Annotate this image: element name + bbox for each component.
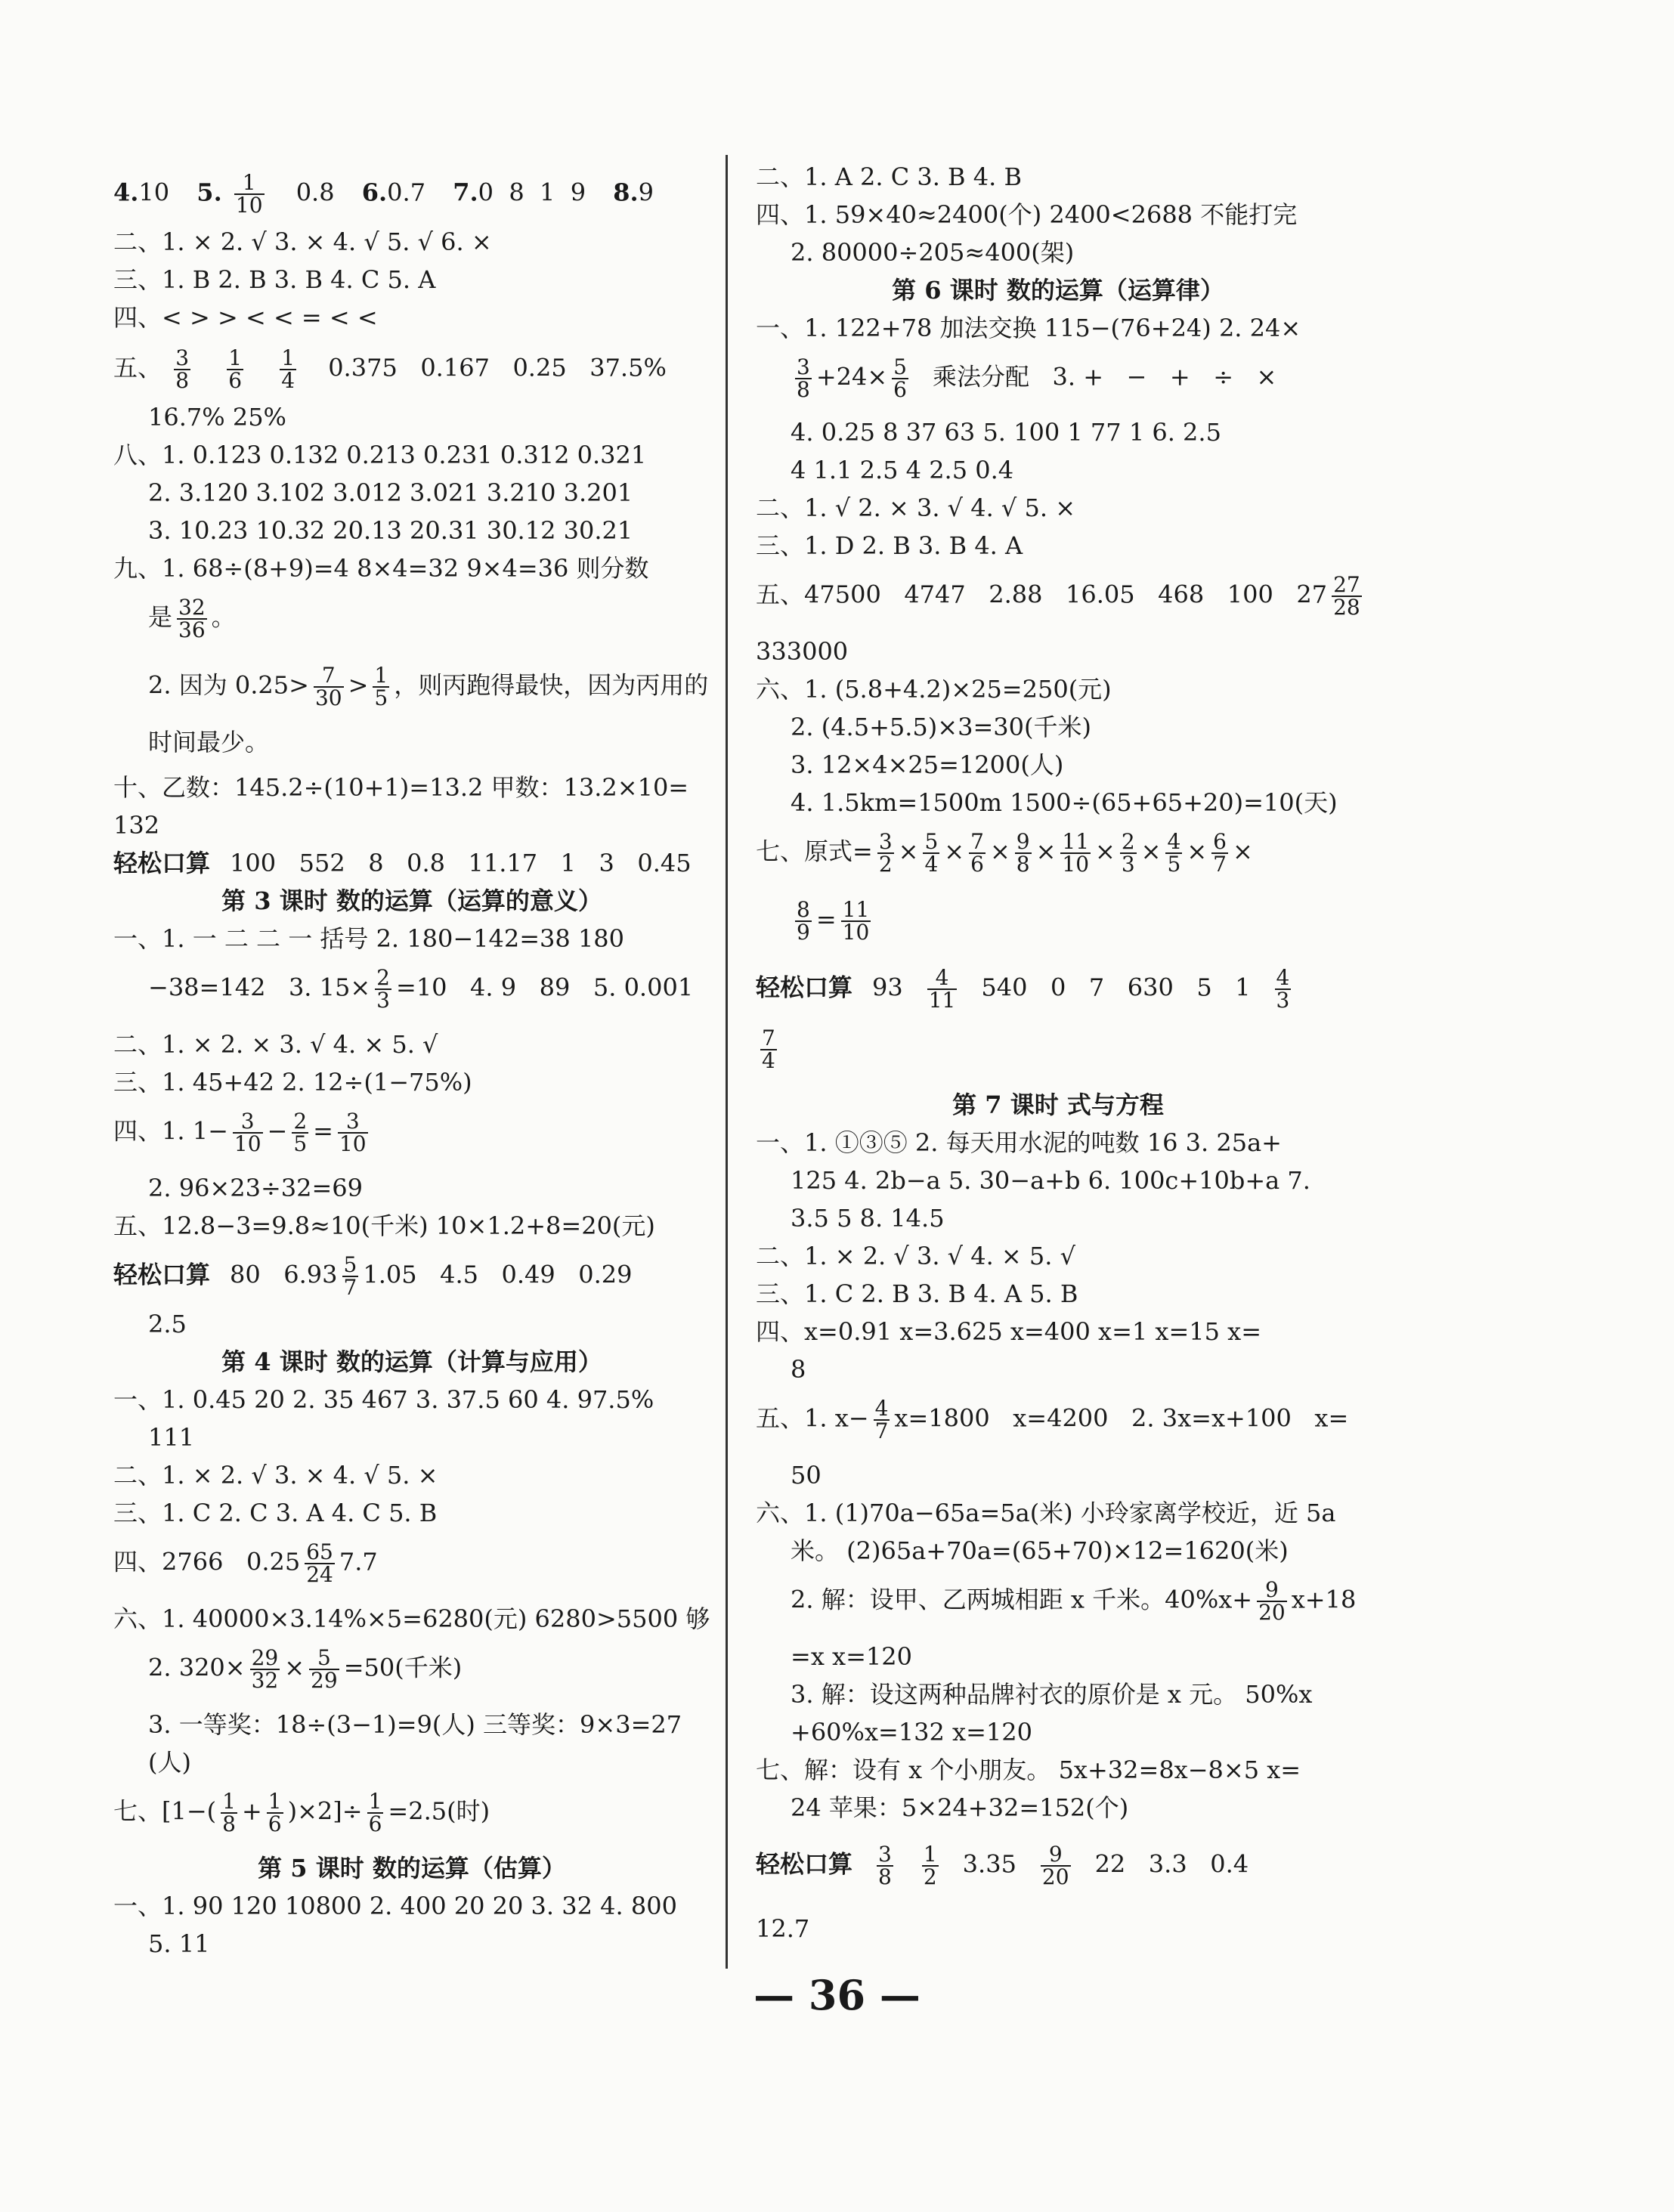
answer-line: 3.5 5 8. 14.5	[791, 1204, 945, 1233]
answer-line: 5. 11	[148, 1929, 210, 1958]
answer-line: 六、1. (5.8+4.2)×25=250(元)	[756, 675, 1112, 704]
section-heading: 第 4 课时 数的运算（计算与应用）	[221, 1347, 602, 1376]
answer-line: 四、x=0.91 x=3.625 x=400 x=1 x=15 x=	[756, 1317, 1262, 1346]
answer-line: 七、[1−( $\frac{1}{8}$ + $\frac{1}{6}$ )×2]÷ $\frac{1}{6}$ =2.5(时)	[113, 1789, 490, 1836]
operator: ×	[1232, 837, 1253, 866]
answer-line: 五、1. x− $\frac{4}{7}$ x=1800 x=4200 2. 3x=x+100 x=	[756, 1396, 1349, 1443]
answer-line: 二、1. × 2. √ 3. × 4. √ 5. ×	[113, 1461, 438, 1490]
answer-line: 333000	[756, 637, 849, 666]
answer-line: (人)	[148, 1748, 191, 1777]
answer-line: 轻松口算 93 $\frac{4}{11}$ 540 0 7 630 5 1 $\frac{4}{3}$	[756, 965, 1290, 1013]
answer-line: 三、1. D 2. B 3. B 4. A	[756, 531, 1023, 560]
answer-line: 三、1. 45+42 2. 12÷(1−75%)	[113, 1068, 472, 1097]
answer-line: $\frac{8}{9}$ = $\frac{11}{10}$	[797, 897, 870, 945]
answer-line: 4. 1.5km=1500m 1500÷(65+65+20)=10(天)	[791, 788, 1338, 817]
answer-line: 4 1.1 2.5 4 2.5 0.4	[791, 456, 1014, 484]
fraction: $\frac{5}{4}$	[924, 829, 939, 877]
fraction: $\frac{4}{5}$	[1167, 829, 1181, 877]
answer-line: 2. 因为 0.25> $\frac{7}{30}$ > $\frac{1}{5}$ ，则丙跑得最快，因为丙用的	[148, 663, 709, 710]
fraction: $\frac{7}{6}$	[970, 829, 984, 877]
page-number: — 36 —	[753, 1971, 921, 2019]
answer-line: 七、解：设有 x 个小朋友。 5x+32=8x−8×5 x=	[756, 1756, 1301, 1784]
answer-line: 二、1. × 2. × 3. √ 4. × 5. √	[113, 1030, 438, 1059]
answer-line: 2.5	[148, 1310, 187, 1338]
operator: ×	[1095, 837, 1115, 866]
section-heading: 第 7 课时 式与方程	[952, 1091, 1164, 1119]
answer-line: $\frac{3}{8}$ +24× $\frac{5}{6}$ 乘法分配 3. + − + ÷ ×	[797, 354, 1277, 402]
answer-line: 二、1. √ 2. × 3. √ 4. √ 5. ×	[756, 493, 1076, 522]
answer-line: 二、1. × 2. √ 3. × 4. √ 5. √ 6. ×	[113, 227, 492, 256]
answer-line: 是 $\frac{32}{36}$ 。	[148, 595, 236, 642]
answer-line: 四、1. 59×40≈2400(个) 2400<2688 不能打完	[756, 200, 1298, 229]
answer-line: 2. 96×23÷32=69	[148, 1174, 364, 1202]
answer-line: 六、1. (1)70a−65a=5a(米) 小玲家离学校近，近 5a	[756, 1499, 1336, 1527]
fraction: $\frac{3}{2}$	[878, 829, 893, 877]
answer-line: 九、1. 68÷(8+9)=4 8×4=32 9×4=36 则分数	[113, 554, 649, 583]
fraction: $\frac{2}{3}$	[1121, 829, 1135, 877]
fraction: $\frac{11}{10}$	[1062, 829, 1090, 877]
answer-line: 五、47500 4747 2.88 16.05 468 100 27 $\frac{27}{28}$	[756, 572, 1360, 620]
answer-line: 轻松口算 $\frac{3}{8}$ $\frac{1}{2}$ 3.35 $\frac{9}{20}$ 22 3.3 0.4	[756, 1842, 1249, 1889]
answer-line: 四、< > > < < = < <	[113, 303, 378, 332]
fraction: $\frac{6}{7}$	[1213, 829, 1227, 877]
answer-line: 2. 320× $\frac{29}{32}$ × $\frac{5}{29}$ =50(千米)	[148, 1645, 463, 1693]
answer-line: 3. 12×4×25=1200(人)	[791, 750, 1064, 779]
answer-line: 时间最少。	[148, 728, 270, 756]
section-heading: 第 6 课时 数的运算（运算律）	[892, 276, 1224, 305]
answer-line: 三、1. B 2. B 3. B 4. C 5. A	[113, 265, 436, 294]
answer-line: 50	[791, 1461, 822, 1490]
answer-line: 二、1. × 2. √ 3. √ 4. × 5. √	[756, 1242, 1076, 1270]
column-divider	[726, 155, 728, 1969]
answer-line: 十、乙数：145.2÷(10+1)=13.2 甲数：13.2×10=	[113, 773, 689, 802]
answer-line: 八、1. 0.123 0.132 0.213 0.231 0.312 0.321	[113, 441, 647, 469]
operator: ×	[1140, 837, 1162, 866]
answer-line: 3. 10.23 10.32 20.13 20.31 30.12 30.21	[148, 516, 633, 545]
operator: ×	[989, 837, 1010, 866]
answer-line: 五、 $\frac{3}{8}$ $\frac{1}{6}$ $\frac{1}{4}$ 0.375 0.167 0.25 37.5%	[113, 345, 667, 393]
answer-line: 轻松口算 100 552 8 0.8 11.17 1 3 0.45	[113, 849, 692, 877]
section-heading: 第 3 课时 数的运算（运算的意义）	[221, 886, 602, 915]
answer-line: 一、1. ①③⑤ 2. 每天用水泥的吨数 16 3. 25a+	[756, 1128, 1282, 1157]
operator: ×	[1187, 837, 1208, 866]
answer-line: 8	[791, 1355, 806, 1384]
answer-line: 24 苹果：5×24+32=152(个)	[791, 1793, 1129, 1822]
answer-line: 四、1. 1− $\frac{3}{10}$ − $\frac{2}{5}$ = $\frac{3}{10}$	[113, 1109, 367, 1156]
operator: ×	[944, 837, 965, 866]
answer-line: −38=142 3. 15× $\frac{2}{3}$ =10 4. 9 89 5. 0.001	[148, 965, 694, 1013]
answer-line: 2. 解：设甲、乙两城相距 x 千米。40%x+ $\frac{9}{20}$ x+18	[791, 1577, 1357, 1625]
answer-line: 4. 0.25 8 37 63 5. 100 1 77 1 6. 2.5	[791, 418, 1221, 447]
answer-line: 米。 (2)65a+70a=(65+70)×12=1620(米)	[791, 1536, 1289, 1565]
answer-line: 一、1. 90 120 10800 2. 400 20 20 3. 32 4. 800	[113, 1892, 677, 1920]
answer-line: $\frac{7}{4}$	[762, 1026, 775, 1073]
answer-line: 2. 3.120 3.102 3.012 3.021 3.210 3.201	[148, 478, 633, 507]
answer-line: 125 4. 2b−a 5. 30−a+b 6. 100c+10b+a 7.	[791, 1166, 1310, 1195]
answer-line: 一、1. 0.45 20 2. 35 467 3. 37.5 60 4. 97.5%	[113, 1385, 654, 1414]
answer-line: 六、1. 40000×3.14%×5=6280(元) 6280>5500 够	[113, 1604, 710, 1633]
answer-line: 3. 一等奖：18÷(3−1)=9(人) 三等奖：9×3=27	[148, 1710, 682, 1739]
answer-line: 三、1. C 2. B 3. B 4. A 5. B	[756, 1279, 1078, 1308]
fraction: $\frac{9}{8}$	[1016, 829, 1030, 877]
fraction: $\frac{1}{10}$	[235, 170, 263, 218]
answer-line: +60%x=132 x=120	[791, 1718, 1032, 1746]
answer-line: 132	[113, 811, 160, 840]
answer-line: 轻松口算 80 6.93 $\frac{5}{7}$ 1.05 4.5 0.49 0.29	[113, 1252, 633, 1300]
answer-line: 三、1. C 2. C 3. A 4. C 5. B	[113, 1499, 438, 1527]
answer-line: 七、原式= $\frac{3}{2}$ × $\frac{5}{4}$ × $\frac{7}{6}$ × $\frac{9}{8}$ × $\frac{11}{10}$ × $\frac{2}{3}$ × $\frac{4}{5}$ × $\frac{6}{7}$ ×	[756, 829, 1253, 877]
answer-line: 4.10 5. $\frac{1}{10}$ 0.8 6.0.7 7.0 8 1 9 8.9	[113, 170, 654, 218]
answer-line: 五、12.8−3=9.8≈10(千米) 10×1.2+8=20(元)	[113, 1211, 655, 1240]
answer-line: 12.7	[756, 1914, 810, 1943]
answer-line: 2. 80000÷205≈400(架)	[791, 238, 1075, 267]
answer-line: 3. 解：设这两种品牌衬衣的原价是 x 元。 50%x	[791, 1680, 1313, 1709]
section-heading: 第 5 课时 数的运算（估算）	[258, 1854, 566, 1883]
answer-line: =x x=120	[791, 1642, 912, 1671]
answer-line: 16.7% 25%	[148, 403, 286, 432]
answer-line: 111	[148, 1423, 195, 1452]
answer-line: 二、1. A 2. C 3. B 4. B	[756, 162, 1022, 191]
answer-line: 2. (4.5+5.5)×3=30(千米)	[791, 713, 1091, 741]
operator: ×	[1035, 837, 1057, 866]
answer-line: 一、1. 一 二 二 一 括号 2. 180−142=38 180	[113, 924, 625, 953]
operator: ×	[898, 837, 919, 866]
answer-line: 一、1. 122+78 加法交换 115−(76+24) 2. 24×	[756, 314, 1301, 342]
answer-line: 四、2766 0.25 $\frac{65}{24}$ 7.7	[113, 1539, 378, 1587]
